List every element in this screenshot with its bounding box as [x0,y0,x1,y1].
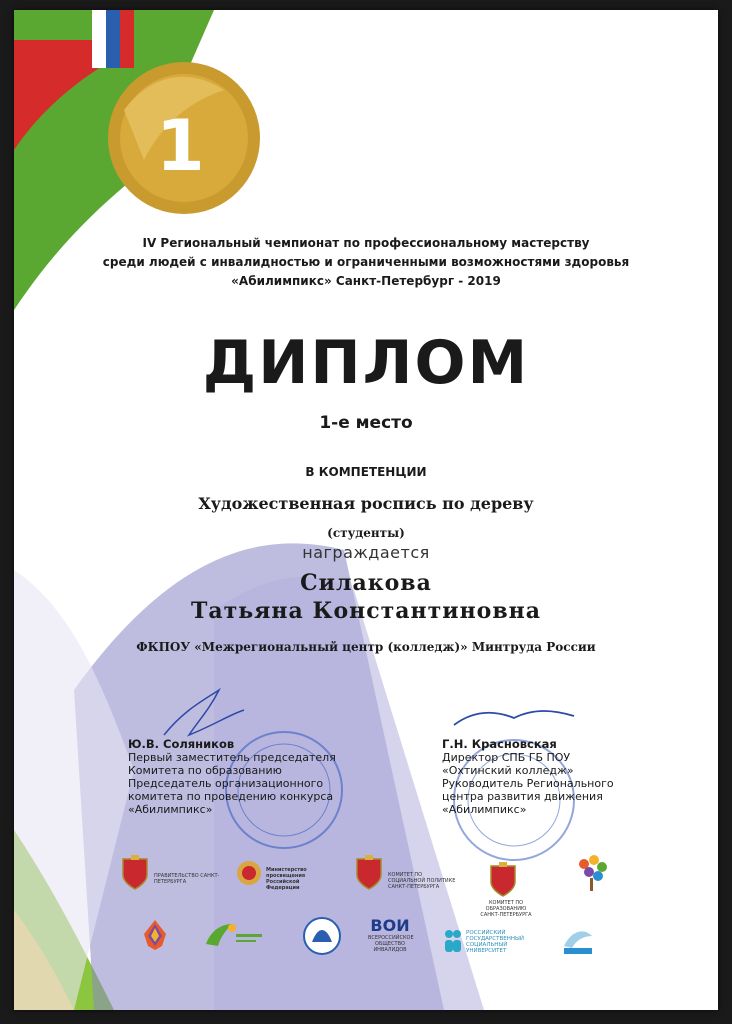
signatory-left [128,738,368,816]
logo-rgsu-text: РОССИЙСКИЙ ГОСУДАРСТВЕННЫЙ СОЦИАЛЬНЫЙ УНИВЕРСИТЕТ [466,930,524,954]
wave-logo-icon [560,922,596,956]
header-line-2: среди людей с инвалидностью и ограниченными возможностями здоровья [102,255,630,269]
signatory-right-line5: «Абилимпикс» [442,803,527,816]
social-committee-arms-icon [354,855,384,891]
signatory-right-line2: «Охтинский колледж» [442,764,574,777]
logo-edu-committee-text: КОМИТЕТ ПО ОБРАЗОВАНИЮ САНКТ-ПЕТЕРБУРГА [480,900,532,918]
signatory-left-name: Ю.В. Соляников [128,737,235,751]
signatory-left-line1: Первый заместитель председателя [128,751,336,764]
voi-logo [368,916,412,953]
ministry-emblem-icon [236,858,262,888]
voi-logo-mark: ВОИ [370,916,410,935]
place-label: 1-е место [319,413,413,433]
rgsu-people-icon [442,928,464,954]
competence-category: (студенты) [327,526,405,540]
colorful-hand-logo-icon [138,916,172,954]
logo-spb-gov-text: ПРАВИТЕЛЬСТВО САНКТ-ПЕТЕРБУРГА [154,873,220,885]
recipient-surname: Силакова [300,570,432,596]
signatory-right [442,738,672,816]
championship-header [14,234,718,291]
logo-ministry-text: Министерство просвещения Российской Федерации [266,867,307,891]
awarded-label: награждается [302,543,430,562]
signatory-right-line4: центра развития движения [442,790,603,803]
logo-voi-text: ВСЕРОССИЙСКОЕ ОБЩЕСТВО ИНВАЛИДОВ [368,935,414,953]
blue-circle-emblem-icon [302,916,342,956]
competence-label: В КОМПЕТЕНЦИИ [305,465,427,479]
medal-number: 1 [156,105,205,187]
header-line-1: IV Региональный чемпионат по профессиональному мастерству [142,236,590,250]
edu-committee-arms-icon [488,862,518,898]
spb-coat-of-arms-icon [120,855,150,891]
signatory-left-line3: Председатель организационного [128,777,324,790]
signatory-left-line5: «Абилимпикс» [128,803,213,816]
signatory-left-line2: Комитета по образованию [128,764,282,777]
tree-logo-icon [574,852,610,892]
recipient-given-names: Татьяна Константиновна [190,598,541,624]
diploma-page [14,10,718,1010]
society-of-blind-logo-icon [202,918,264,950]
signatory-right-name: Г.Н. Красновская [442,737,557,751]
header-line-3: «Абилимпикс» Санкт-Петербург - 2019 [231,274,501,288]
signatory-left-line4: комитета по проведению конкурса [128,790,334,803]
diploma-title: ДИПЛОМ [202,328,530,398]
logo-social-committee-text: КОМИТЕТ ПО СОЦИАЛЬНОЙ ПОЛИТИКЕ САНКТ-ПЕТЕРБУРГА [388,872,456,890]
signatory-right-line1: Директор СПБ ГБ ПОУ [442,751,571,764]
competence-name: Художественная роспись по дереву [198,494,534,513]
organization-name: ФКПОУ «Межрегиональный центр (колледж)» Минтруда России [136,640,596,654]
signatory-right-line3: Руководитель Регионального [442,777,614,790]
